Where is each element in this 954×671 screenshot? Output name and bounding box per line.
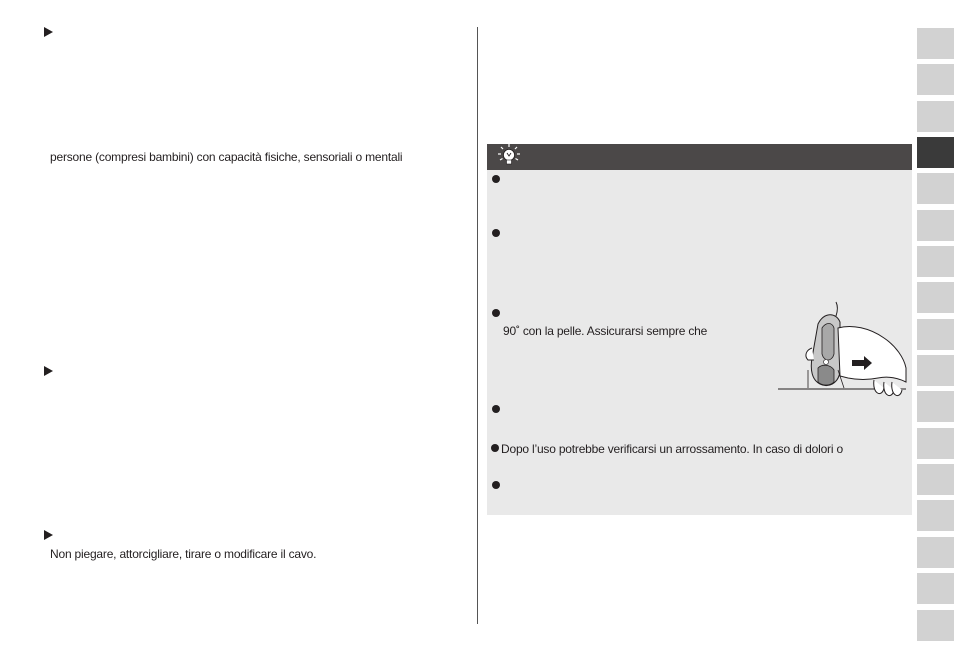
side-tab[interactable] — [917, 282, 954, 313]
epilator-usage-illustration — [778, 298, 908, 402]
side-tab[interactable] — [917, 391, 954, 422]
side-tab[interactable] — [917, 610, 954, 641]
side-tab[interactable] — [917, 537, 954, 568]
side-tab[interactable] — [917, 28, 954, 59]
tip-bullet — [492, 309, 500, 317]
side-tab[interactable] — [917, 64, 954, 95]
side-tab[interactable] — [917, 500, 954, 531]
side-tab[interactable] — [917, 573, 954, 604]
side-tab[interactable] — [917, 428, 954, 459]
side-tab[interactable] — [917, 319, 954, 350]
side-tab[interactable] — [917, 246, 954, 277]
side-tab-active[interactable] — [917, 137, 954, 168]
bullet-arrow-icon — [44, 530, 53, 540]
lightbulb-icon — [496, 143, 522, 169]
side-tab[interactable] — [917, 101, 954, 132]
tip-bullet — [491, 444, 499, 452]
tip-bullet — [492, 481, 500, 489]
tip-bullet — [492, 405, 500, 413]
tip-bullet — [492, 229, 500, 237]
tip-text-angle: 90˚ con la pelle. Assicurarsi sempre che — [503, 324, 708, 338]
bullet-arrow-icon — [44, 27, 53, 37]
side-tab[interactable] — [917, 173, 954, 204]
text-line-persons: persone (compresi bambini) con capacità fisiche, sensoriali o mentali — [50, 150, 403, 164]
text-line-cable: Non piegare, attorcigliare, tirare o modificare il cavo. — [50, 547, 317, 561]
tip-bullet — [492, 175, 500, 183]
column-divider — [477, 27, 478, 624]
side-tab[interactable] — [917, 464, 954, 495]
bullet-arrow-icon — [44, 366, 53, 376]
tip-text-redness: Dopo l’uso potrebbe verificarsi un arrossamento. In caso di dolori o — [501, 442, 843, 456]
tips-header-bar — [487, 144, 912, 170]
side-tab[interactable] — [917, 355, 954, 386]
side-tab[interactable] — [917, 210, 954, 241]
